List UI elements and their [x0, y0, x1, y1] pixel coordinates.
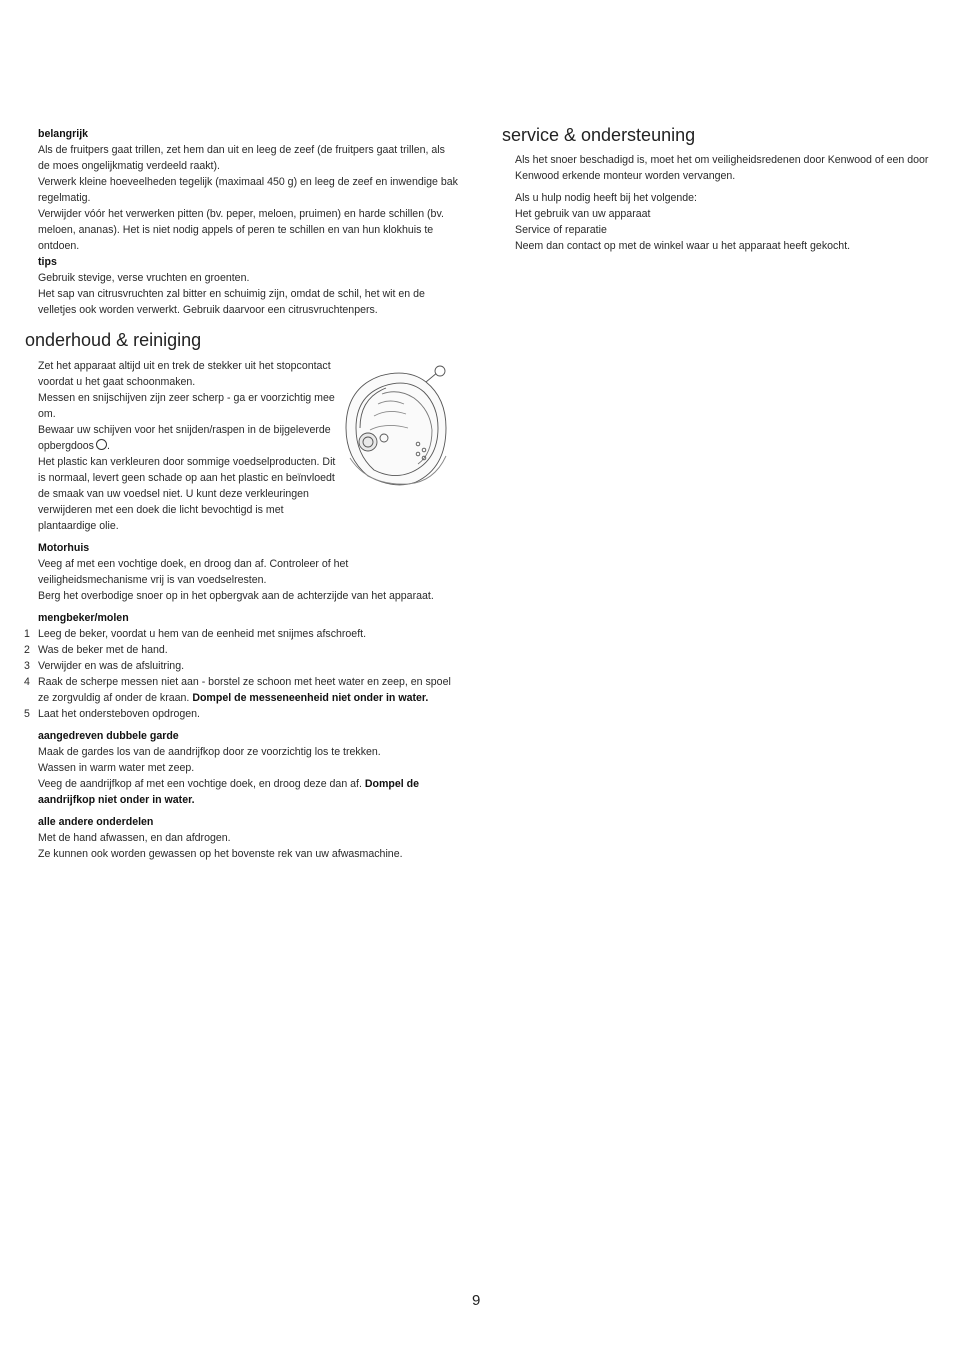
whisk-line-2: Wassen in warm water met zeep.	[38, 762, 195, 774]
motor-line-2: Berg het overbodige snoer op in het opbergvak aan de achterzijde van het apparaat.	[38, 590, 434, 602]
warning-text: Dompel de messeneenheid niet onder in water.	[192, 692, 429, 704]
other-line-1: Met de hand afwassen, en dan afdrogen.	[38, 832, 231, 844]
other-parts-heading: alle andere onderdelen	[38, 816, 154, 828]
maintenance-intro	[38, 358, 343, 534]
list-item: 3 Verwijder en was de afsluitring.	[24, 660, 185, 672]
list-item: 1 Leeg de beker, voordat u hem van de eenheid met snijmes afschroeft.	[24, 628, 367, 640]
service-line-3: Service of reparatie	[515, 224, 607, 236]
list-item: 4 Raak de scherpe messen niet aan - borstel ze schoon met heet water en zeep, en spoel ze zorgvuldig af onder de kraan. Dompel de messeneenheid niet onder in water.	[24, 676, 451, 704]
intro-line-3: Bewaar uw schijven voor het snijden/raspen in de bijgeleverde opbergdoos .	[38, 424, 331, 452]
motor-line-1: Veeg af met een vochtige doek, en droog dan af. Controleer of het veiligheidsmechanisme vrij is van voedselresten.	[38, 558, 349, 586]
warning-text: Dompel de aandrijfkop niet onder in water.	[38, 778, 420, 806]
tips-line-1: Gebruik stevige, verse vruchten en groenten.	[38, 272, 250, 284]
service-paragraph: Als het snoer beschadigd is, moet het om veiligheidsredenen door Kenwood of een door Kenwood erkende monteur worden vervangen.	[515, 154, 929, 182]
tips-line-2: Het sap van citrusvruchten zal bitter en schuimig zijn, omdat de schil, het wit en de velletjes ook worden verwerkt. Gebruik daarvoor een citrusvruchtenpers.	[38, 288, 425, 316]
tips-heading: tips	[38, 256, 57, 268]
intro-line-4: Het plastic kan verkleuren door sommige voedselproducten. Dit is normaal, levert geen schade op aan het plastic en beïnvloedt de smaak van uw voedsel niet. U kunt deze verkleuringen verwijderen met een doek die licht bevochtigd is met plantaardige olie.	[38, 456, 336, 532]
whisk-line-1: Maak de gardes los van de aandrijfkop door ze voorzichtig los te trekken.	[38, 746, 381, 758]
service-title: service & ondersteuning	[502, 125, 696, 145]
motor-heading: Motorhuis	[38, 542, 90, 554]
circle-marker-icon	[96, 439, 107, 450]
maintenance-title: onderhoud & reiniging	[25, 330, 202, 350]
important-section	[38, 126, 458, 318]
intro-line-2: Messen en snijschijven zijn zeer scherp - ga er voorzichtig mee om.	[38, 392, 335, 420]
important-heading: belangrijk	[38, 128, 89, 140]
page-number: 9	[472, 1292, 481, 1309]
service-body	[502, 152, 932, 254]
service-line-4: Neem dan contact op met de winkel waar u het apparaat heeft gekocht.	[515, 240, 851, 252]
blender-steps	[24, 626, 458, 722]
important-line-2: Verwerk kleine hoeveelheden tegelijk (maximaal 450 g) en leeg de zeef en inwendige bak regelmatig.	[38, 176, 458, 204]
whisk-heading: aangedreven dubbele garde	[38, 730, 179, 742]
service-line-2: Het gebruik van uw apparaat	[515, 208, 651, 220]
maintenance-section	[24, 358, 458, 862]
service-section	[502, 124, 932, 254]
whisk-line-3: Veeg de aandrijfkop af met een vochtige doek, en droog deze dan af. Dompel de aandrijfkop niet onder in water.	[38, 778, 420, 806]
intro-line-3-text: Bewaar uw schijven voor het snijden/raspen in de bijgeleverde opbergdoos	[38, 424, 331, 452]
list-item: 5 Laat het ondersteboven opdrogen.	[24, 708, 200, 720]
intro-line-1: Zet het apparaat altijd uit en trek de stekker uit het stopcontact voordat u het gaat schoonmaken.	[38, 360, 331, 388]
blender-heading: mengbeker/molen	[38, 612, 129, 624]
important-line-1: Als de fruitpers gaat trillen, zet hem dan uit en leeg de zeef (de fruitpers gaat trillen, als de moes ongelijkmatig verdeeld raakt).	[38, 144, 445, 172]
service-line-1: Als u hulp nodig heeft bij het volgende:	[515, 192, 697, 204]
other-line-2: Ze kunnen ook worden gewassen op het bovenste rek van uw afwasmachine.	[38, 848, 403, 860]
list-item: 2 Was de beker met de hand.	[24, 644, 168, 656]
important-line-3: Verwijder vóór het verwerken pitten (bv. peper, meloen, pruimen) en harde schillen (bv. meloen, ananas). Het is niet nodig appels of peren te schillen en van hun klokhuis te ontdoen.	[38, 208, 444, 252]
